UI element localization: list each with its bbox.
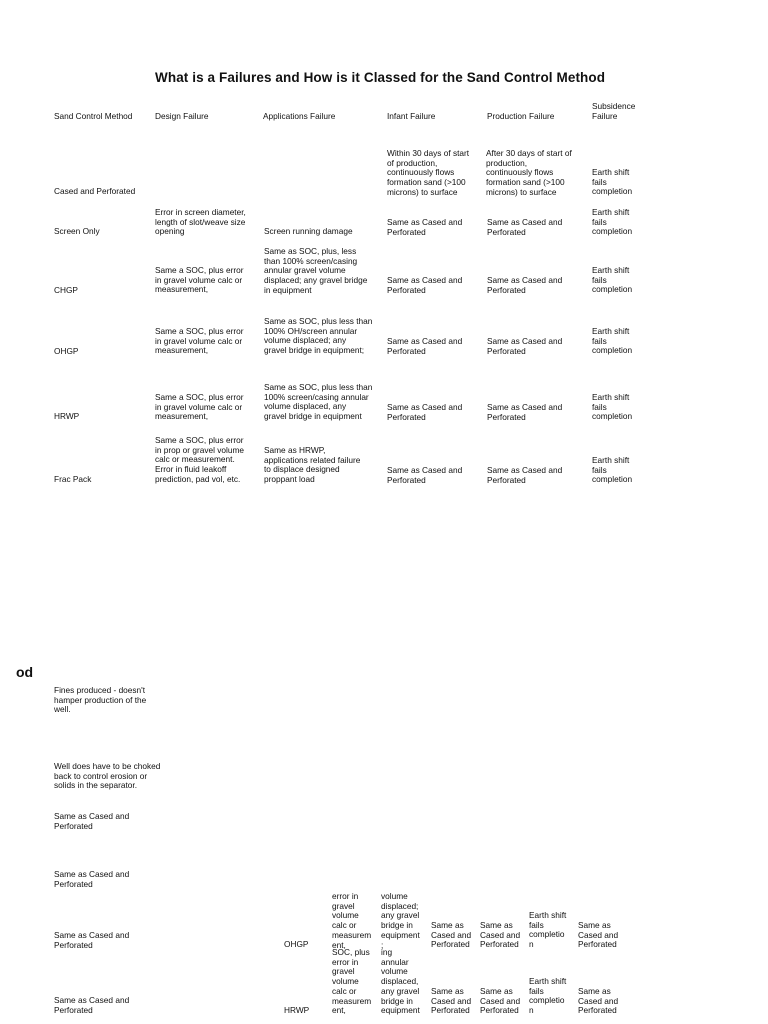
row-frac-pack-design: Same a SOC, plus error in prop or gravel volume calc or measurement. Error in fluid leakoff prediction, pad vol, etc.	[155, 435, 245, 484]
header-production-failure: Production Failure	[487, 111, 555, 121]
row-screen-only-production: Same as Cased and Perforated	[487, 217, 563, 237]
row-chgp-design: Same a SOC, plus error in gravel volume calc or measurement,	[155, 265, 244, 295]
row-screen-only-subsidence: Earth shift fails completion	[592, 207, 633, 237]
row-cased-perforated-subsidence: Earth shift fails completion	[592, 167, 633, 197]
mini-row-ohgp-infant: Same as Cased and Perforated	[431, 920, 472, 950]
mini-row-hrwp-production: Same as Cased and Perforated	[480, 986, 521, 1016]
row-screen-only-infant: Same as Cased and Perforated	[387, 217, 463, 237]
title-fragment: od	[16, 664, 34, 680]
row-hrwp-applications: Same as SOC, plus less than 100% screen/casing annular volume displaced, any gravel bridge in equipment	[264, 382, 373, 422]
row-cased-perforated-infant: Within 30 days of start of production, continuously flows formation sand (>100 microns) to surface	[387, 148, 470, 197]
header-subsidence-failure: Subsidence Failure	[592, 101, 636, 121]
mini-row-hrwp-infant: Same as Cased and Perforated	[431, 986, 472, 1016]
row-frac-pack-infant: Same as Cased and Perforated	[387, 465, 463, 485]
mini-row-ohgp-production: Same as Cased and Perforated	[480, 920, 521, 950]
row-chgp-applications: Same as SOC, plus, less than 100% screen/casing annular gravel volume displaced; any gravel bridge in equipment	[264, 246, 368, 295]
row-chgp-method: CHGP	[54, 285, 78, 295]
row-hrwp-subsidence: Earth shift fails completion	[592, 392, 633, 422]
mini-row-hrwp-subsidence: Earth shift fails completio n	[529, 976, 567, 1016]
row-chgp-subsidence: Earth shift fails completion	[592, 265, 633, 295]
mini-row-ohgp-applications: volume displaced; any gravel bridge in equipment ;	[381, 891, 420, 950]
row-ohgp-design: Same a SOC, plus error in gravel volume calc or measurement,	[155, 326, 244, 356]
overflow-cell-screen-only: Well does have to be choked back to control erosion or solids in the separator.	[54, 761, 161, 791]
row-cased-perforated-production: After 30 days of start of production, continuously flows formation sand (>100 microns) to surface	[486, 148, 572, 197]
row-screen-only-applications: Screen running damage	[264, 226, 353, 236]
mini-row-ohgp-method: OHGP	[284, 939, 309, 949]
row-frac-pack-method: Frac Pack	[54, 474, 92, 484]
mini-row-hrwp-extra: Same as Cased and Perforated	[578, 986, 619, 1016]
mini-row-ohgp-extra: Same as Cased and Perforated	[578, 920, 619, 950]
row-ohgp-subsidence: Earth shift fails completion	[592, 326, 633, 356]
overflow-cell-cased-perforated: Fines produced - doesn't hamper production of the well.	[54, 685, 147, 715]
row-hrwp-infant: Same as Cased and Perforated	[387, 402, 463, 422]
row-screen-only-method: Screen Only	[54, 226, 100, 236]
row-hrwp-method: HRWP	[54, 411, 80, 421]
mini-row-hrwp-applications: ing annular volume displaced, any gravel bridge in equipment	[381, 947, 420, 1016]
row-ohgp-production: Same as Cased and Perforated	[487, 336, 563, 356]
overflow-cell-hrwp: Same as Cased and Perforated	[54, 930, 130, 950]
mini-row-hrwp-applications-clip	[381, 948, 430, 1020]
row-frac-pack-production: Same as Cased and Perforated	[487, 465, 563, 485]
mini-row-ohgp-subsidence: Earth shift fails completio n	[529, 910, 567, 950]
overflow-cell-ohgp: Same as Cased and Perforated	[54, 869, 130, 889]
row-frac-pack-applications: Same as HRWP, applications related failure to displace designed proppant load	[264, 445, 361, 485]
header-applications-failure: Applications Failure	[263, 111, 336, 121]
mini-row-hrwp-design-clip	[332, 948, 380, 1020]
overflow-cell-chgp: Same as Cased and Perforated	[54, 811, 130, 831]
row-screen-only-design: Error in screen diameter, length of slot/weave size opening	[155, 207, 246, 237]
row-ohgp-method: OHGP	[54, 346, 79, 356]
row-frac-pack-subsidence: Earth shift fails completion	[592, 455, 633, 485]
row-cased-perforated-method: Cased and Perforated	[54, 186, 136, 196]
mini-row-ohgp-design: error in gravel volume calc or measurem ent,	[332, 891, 372, 950]
overflow-cell-frac-pack: Same as Cased and Perforated	[54, 995, 130, 1015]
header-sand-control-method: Sand Control Method	[54, 111, 133, 121]
row-hrwp-production: Same as Cased and Perforated	[487, 402, 563, 422]
row-hrwp-design: Same a SOC, plus error in gravel volume calc or measurement,	[155, 392, 244, 422]
row-chgp-production: Same as Cased and Perforated	[487, 275, 563, 295]
header-design-failure: Design Failure	[155, 111, 209, 121]
page-title: What is a Failures and How is it Classed for the Sand Control Method	[155, 70, 606, 85]
mini-row-hrwp-design: SOC, plus error in gravel volume calc or measurem ent,	[332, 947, 372, 1016]
header-infant-failure: Infant Failure	[387, 111, 436, 121]
row-ohgp-applications: Same as SOC, plus less than 100% OH/screen annular volume displaced; any gravel bridge in equipment;	[264, 316, 373, 356]
mini-row-hrwp-method: HRWP	[284, 1005, 310, 1015]
row-ohgp-infant: Same as Cased and Perforated	[387, 336, 463, 356]
row-chgp-infant: Same as Cased and Perforated	[387, 275, 463, 295]
